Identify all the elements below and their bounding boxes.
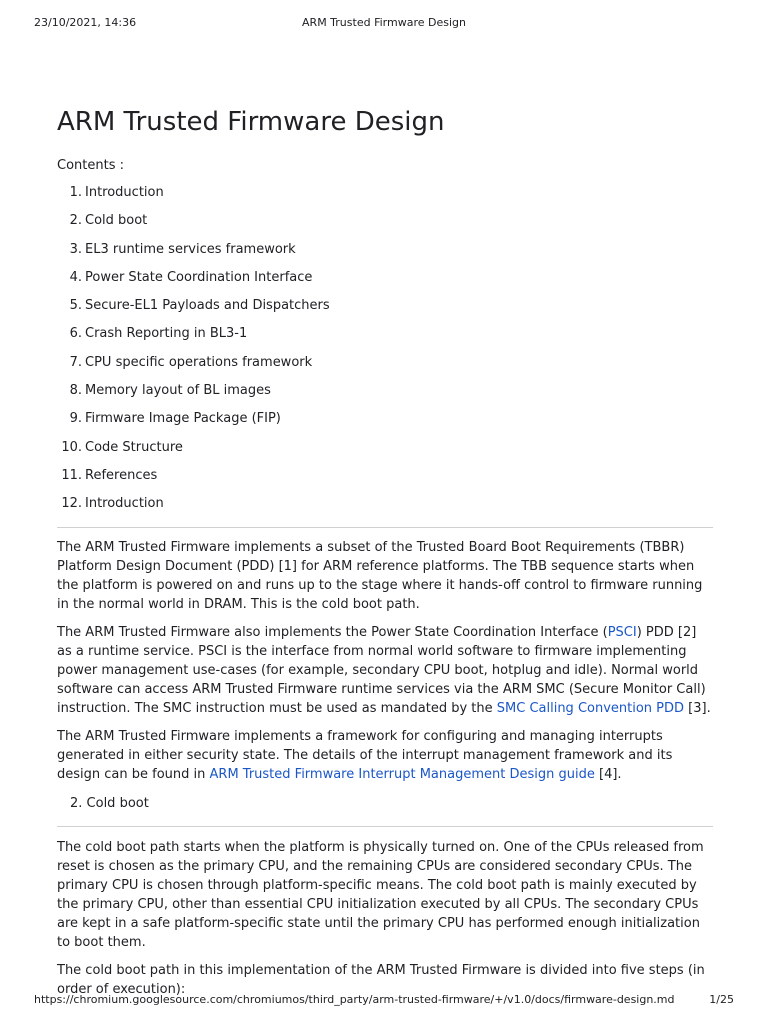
print-url: https://chromium.googlesource.com/chromiumos/third_party/arm-trusted-firmware/+/v1.0/docs/firmware-design.md: [34, 993, 675, 1006]
contents-label: Contents :: [57, 158, 124, 173]
smc-calling-convention-link[interactable]: SMC Calling Convention PDD: [496, 700, 685, 716]
toc-item[interactable]: 9. Firmware Image Package (FIP): [69, 411, 281, 427]
toc-item[interactable]: 3. EL3 runtime services framework: [69, 241, 296, 257]
cold-boot-paragraph-2: The cold boot path in this implementation of the ARM Trusted Firmware is divided into five steps (in order of execution):: [57, 962, 705, 997]
table-of-contents: [57, 184, 713, 524]
intro-paragraph-1: The ARM Trusted Firmware implements a subset of the Trusted Board Boot Requirements (TBBR) Platform Design Document (PDD) [1] for ARM reference platforms. The TBB sequence starts when the platform is powered on and runs up to the stage where it hands-off control to firmware running in the normal world in DRAM. This is the cold boot path.: [57, 539, 703, 612]
toc-item[interactable]: 4. Power State Coordination Interface: [69, 269, 313, 285]
page-number: 1/25: [709, 993, 734, 1006]
section-divider: [57, 826, 713, 827]
interrupt-management-guide-link[interactable]: ARM Trusted Firmware Interrupt Management Design guide: [209, 766, 595, 782]
toc-item[interactable]: 7. CPU specific operations framework: [69, 354, 313, 370]
intro-paragraph-2: The ARM Trusted Firmware also implements the Power State Coordination Interface (PSCI) PDD [2] as a runtime service. PSCI is the interface from normal world software to firmware implementing power management use-cases (for example, secondary CPU boot, hotplug and idle). Normal world software can access ARM Trusted Firmware runtime services via the ARM SMC (Secure Monitor Call) instruction. The SMC instruction must be used as mandated by the SMC Calling Convention PDD [3].: [57, 624, 711, 716]
cold-boot-paragraph-1: The cold boot path starts when the platform is physically turned on. One of the CPUs released from reset is chosen as the primary CPU, and the remaining CPUs are considered secondary CPUs. The primary CPU is chosen through platform-specific means. The cold boot path is mainly executed by the primary CPU, other than essential CPU initialization executed by all CPUs. The secondary CPUs are kept in a safe platform-specific state until the primary CPU has performed enough initialization to boot them.: [57, 839, 704, 950]
section-heading-cold-boot: 2. Cold boot: [70, 795, 149, 811]
toc-item[interactable]: 2. Cold boot: [69, 213, 148, 229]
print-date: 23/10/2021, 14:36: [34, 16, 137, 29]
page-title: ARM Trusted Firmware Design: [57, 107, 445, 137]
toc-item[interactable]: 1. Introduction: [69, 185, 164, 200]
document-content: [57, 102, 713, 997]
print-footer: [34, 993, 734, 1007]
toc-item[interactable]: 6. Crash Reporting in BL3-1: [69, 326, 248, 342]
toc-item[interactable]: 5. Secure-EL1 Payloads and Dispatchers: [69, 298, 330, 314]
psci-link[interactable]: PSCI: [607, 624, 637, 640]
print-header: [34, 16, 734, 30]
intro-paragraph-3: The ARM Trusted Firmware implements a framework for configuring and managing interrupts generated in either security state. The details of the interrupt management framework and its design can be found in ARM Trusted Firmware Interrupt Management Design guide [4].: [57, 728, 673, 782]
section-divider: [57, 527, 713, 528]
toc-item[interactable]: 11. References: [61, 467, 158, 483]
toc-item[interactable]: 8. Memory layout of BL images: [69, 383, 271, 399]
toc-item[interactable]: 10. Code Structure: [61, 439, 183, 455]
print-doc-title: ARM Trusted Firmware Design: [302, 16, 466, 29]
toc-item[interactable]: 12. Introduction: [61, 496, 164, 512]
